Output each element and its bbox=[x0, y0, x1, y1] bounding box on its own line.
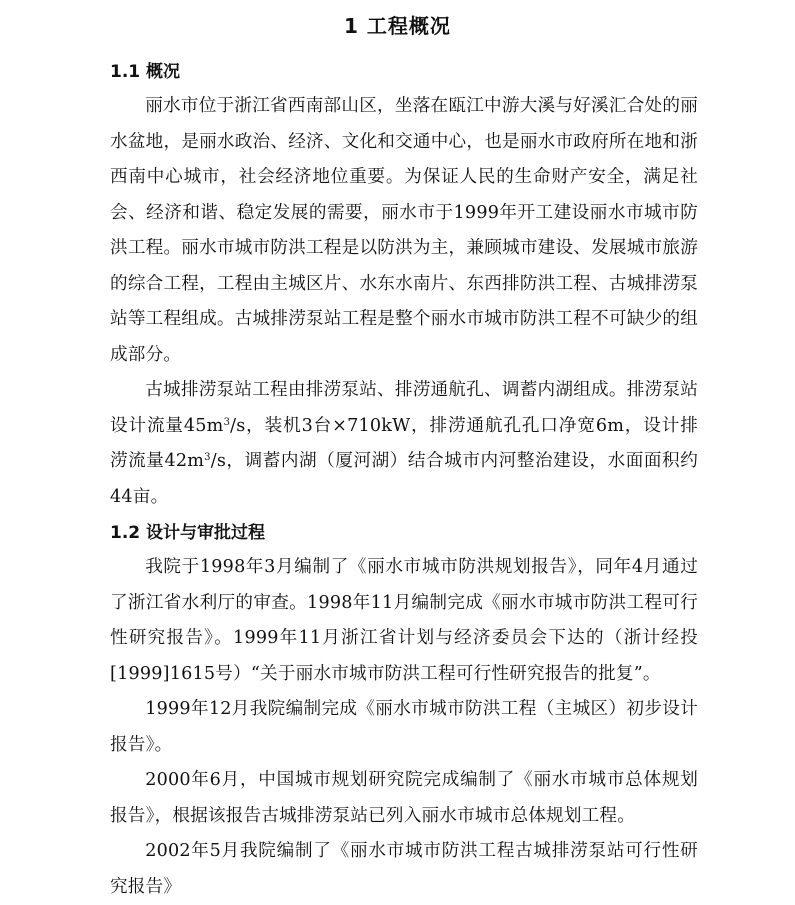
paragraph: 2000年6月，中国城市规划研究院完成编制了《丽水市城市总体规划报告》，根据该报告古城排涝泵站已列入丽水市城市总体规划工程。 bbox=[110, 770, 698, 826]
paragraph: 1999年12月我院编制完成《丽水市城市防洪工程（主城区）初步设计报告》。 bbox=[110, 699, 698, 755]
superscript: 3 bbox=[204, 452, 211, 463]
paragraph: 丽水市位于浙江省西南部山区，坐落在瓯江中游大溪与好溪汇合处的丽水盆地，是丽水政治、经济、文化和交通中心，也是丽水市政府所在地和浙西南中心城市，社会经济地位重要。为保证人民的生命财产安全，满足社会、经济和谐、稳定发展的需要，丽水市于1999年开工建设丽水市城市防洪工程。丽水市城市防洪工程是以防洪为主，兼顾城市建设、发展城市旅游的综合工程，工程由主城区片、水东水南片、东西排防洪工程、古城排涝泵站等工程组成。古城排涝泵站工程是整个丽水市城市防洪工程不可缺少的组成部分。 bbox=[110, 96, 698, 365]
text-run: /s，装机3台×710kW，排涝通航孔孔口净宽6m，设计排涝流量42m bbox=[110, 415, 698, 471]
paragraph-pump-station-specs bbox=[110, 373, 698, 515]
section-1-1-body bbox=[110, 89, 698, 515]
section-heading-1-1: 1.1 概况 bbox=[110, 62, 181, 82]
paragraph: 2002年5月我院编制了《丽水市城市防洪工程古城排涝泵站可行性研究报告》 bbox=[110, 841, 698, 897]
section-heading-1-2: 1.2 设计与审批过程 bbox=[110, 523, 266, 543]
superscript: 3 bbox=[223, 416, 231, 428]
paragraph: 我院于1998年3月编制了《丽水市城市防洪规划报告》，同年4月通过了浙江省水利厅的审查。1998年11月编制完成《丽水市城市防洪工程可行性研究报告》。1999年11月浙江省计划与经济委员会下达的（浙计经投[1999]1615号）“关于丽水市城市防洪工程可行性研究报告的批复”。 bbox=[110, 557, 698, 684]
section-1-2-body bbox=[110, 550, 698, 905]
chapter-title: 1 工程概况 bbox=[344, 14, 451, 38]
text-run: 古城排涝泵站工程由排涝泵站、排涝通航孔、调蓄内湖组成。排涝泵站设计流量45m bbox=[110, 380, 698, 436]
text-run: /s，调蓄内湖（厦河湖）结合城市内河整治建设，水面面积约44亩。 bbox=[110, 451, 699, 507]
